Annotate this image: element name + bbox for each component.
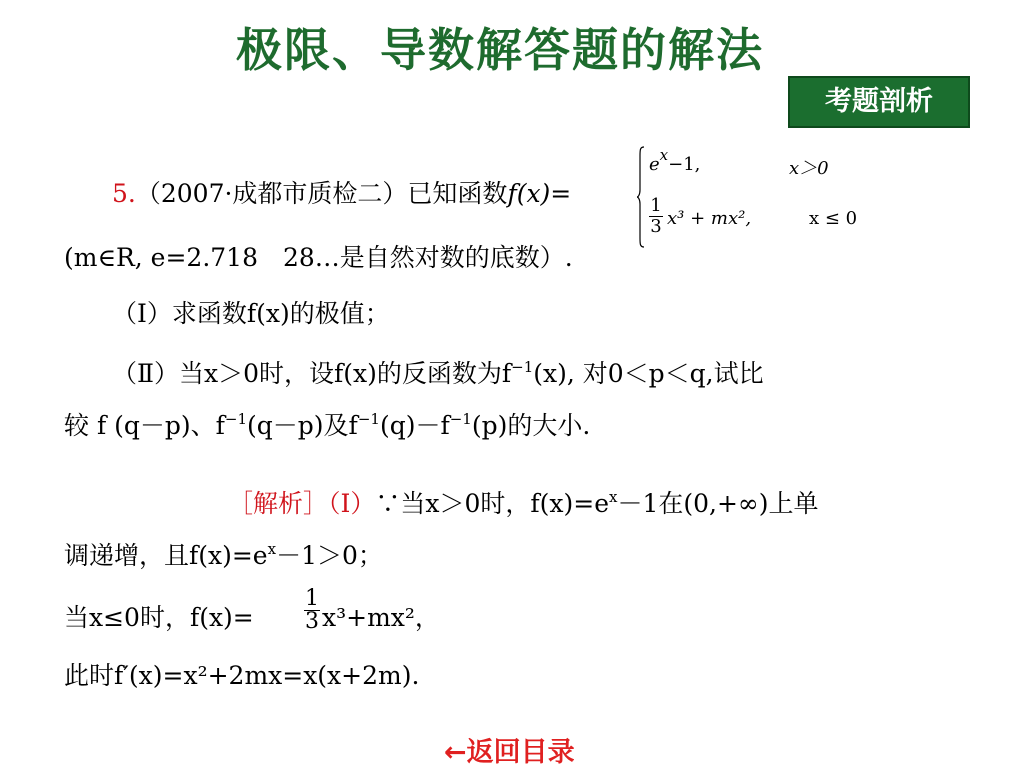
back-to-contents-link[interactable]: ←返回目录 [444,737,575,768]
solution-line-2: 调递增，且$f(x)=e^x-1>0$； [64,540,383,570]
solution-line-1: ［解析］（Ⅰ）∵当x＞0时，$f(x)=e^x-1$在(0,+∞)上单 [228,488,819,518]
part-2-line-1: （Ⅱ）当x＞0时，设f(x)的反函数为$f^{-1}(x)$, 对0＜p＜q,试比 [112,358,764,388]
case1-condition: x＞0 [789,158,829,179]
page-title: 极限、导数解答题的解法 [236,23,764,77]
analysis-label: ［解析］（Ⅰ） [228,489,376,518]
solution-fraction: 1 3 [305,586,319,634]
solution-line-3: 当x≤0时，f(x)= [64,603,254,632]
problem-line-2: (m∈R, e=2.718 28…是自然对数的底数）. [64,243,573,272]
problem-number: 5. [112,179,136,208]
problem-source: （2007·成都市质检二）已知函数 [135,179,508,208]
problem-line-1 [112,178,571,210]
function-label: f(x)= [507,179,572,208]
piecewise-function [637,146,877,252]
part-1: （Ⅰ）求函数f(x)的极值； [112,299,390,328]
case2-expression: x³ + mx², [667,208,752,229]
case2-condition: x ≤ 0 [809,208,858,229]
brace-icon [637,146,645,248]
case2-fraction: $\frac{1}{3}$ [650,195,662,237]
solution-line-3-rest: x³+mx²， [322,603,440,632]
case1-expression: $e^x-1$, [649,146,701,175]
part-2-line-2: 较 f (q－p)、$f^{-1}(q-p)$及$f^{-1}(q)-f^{-1}(p)$的大小. [64,410,591,440]
section-badge[interactable]: 考题剖析 [788,76,970,128]
solution-line-4: 此时f′(x)=x²+2mx=x(x+2m). [64,661,420,690]
